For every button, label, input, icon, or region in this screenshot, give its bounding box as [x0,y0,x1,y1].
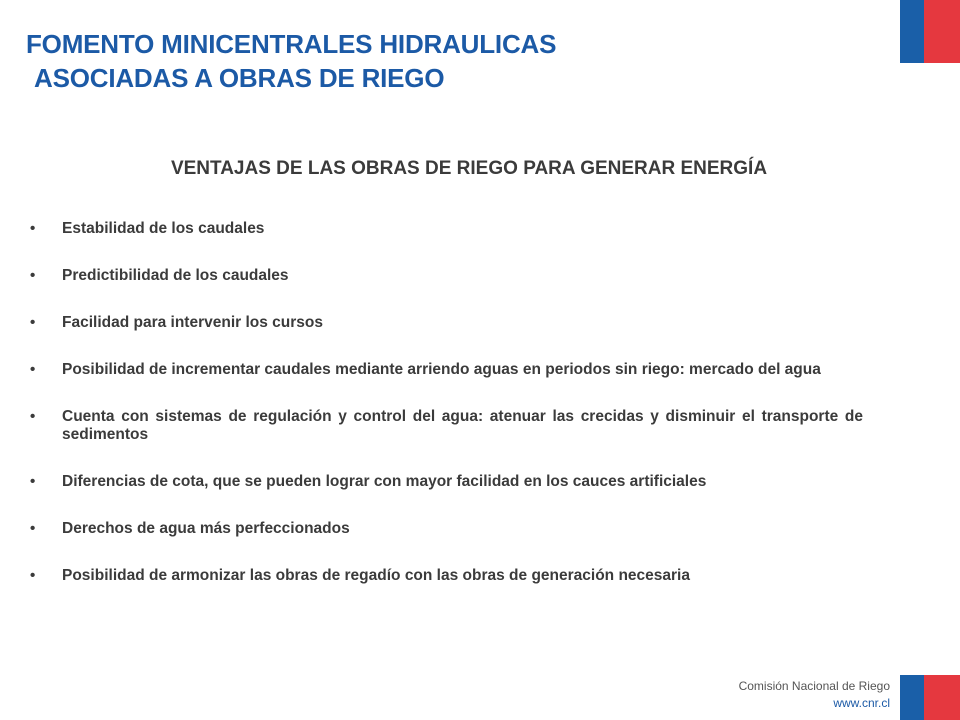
bullet-icon: • [30,267,36,284]
bullet-icon: • [30,520,36,537]
bullet-icon: • [30,408,36,425]
list-item: • Facilidad para intervenir los cursos [30,314,324,331]
title-line-2: ASOCIADAS A OBRAS DE RIEGO [34,63,445,93]
section-subtitle [0,158,960,180]
slide-title [26,27,556,95]
footer-organization: Comisión Nacional de Riego [738,679,890,693]
list-item: • Derechos de agua más perfeccionados [30,520,350,537]
flag-red-stripe [924,0,960,63]
title-line-1: FOMENTO MINICENTRALES HIDRAULICAS [26,29,557,59]
flag-blue-stripe [900,675,924,720]
flag-blue-stripe [900,0,924,63]
chile-flag-stripes-bottom [900,675,960,720]
bullet-icon: • [30,314,36,331]
list-item: • Posibilidad de armonizar las obras de regadío con las obras de generación necesaria [30,567,690,584]
list-item: • Estabilidad de los caudales [30,220,265,237]
list-item: • Predictibilidad de los caudales [30,267,289,284]
bullet-icon: • [30,473,36,490]
bullet-icon: • [30,361,36,378]
subtitle-text: VENTAJAS DE LAS OBRAS DE RIEGO PARA GENERAR ENERGÍA [170,158,768,179]
list-item: • Cuenta con sistemas de regulación y control del agua: atenuar las crecidas y disminuir el transporte de sedimentos [30,408,863,443]
advantages-list [30,220,863,614]
bullet-icon: • [30,220,36,237]
list-item: • Diferencias de cota, que se pueden lograr con mayor facilidad en los cauces artificiales [30,473,707,490]
bullet-icon: • [30,567,36,584]
flag-red-stripe [924,675,960,720]
list-item: • Posibilidad de incrementar caudales mediante arriendo aguas en periodos sin riego: mercado del agua [30,361,821,378]
footer-website-link[interactable]: www.cnr.cl [833,696,890,710]
chile-flag-stripes-top [900,0,960,63]
